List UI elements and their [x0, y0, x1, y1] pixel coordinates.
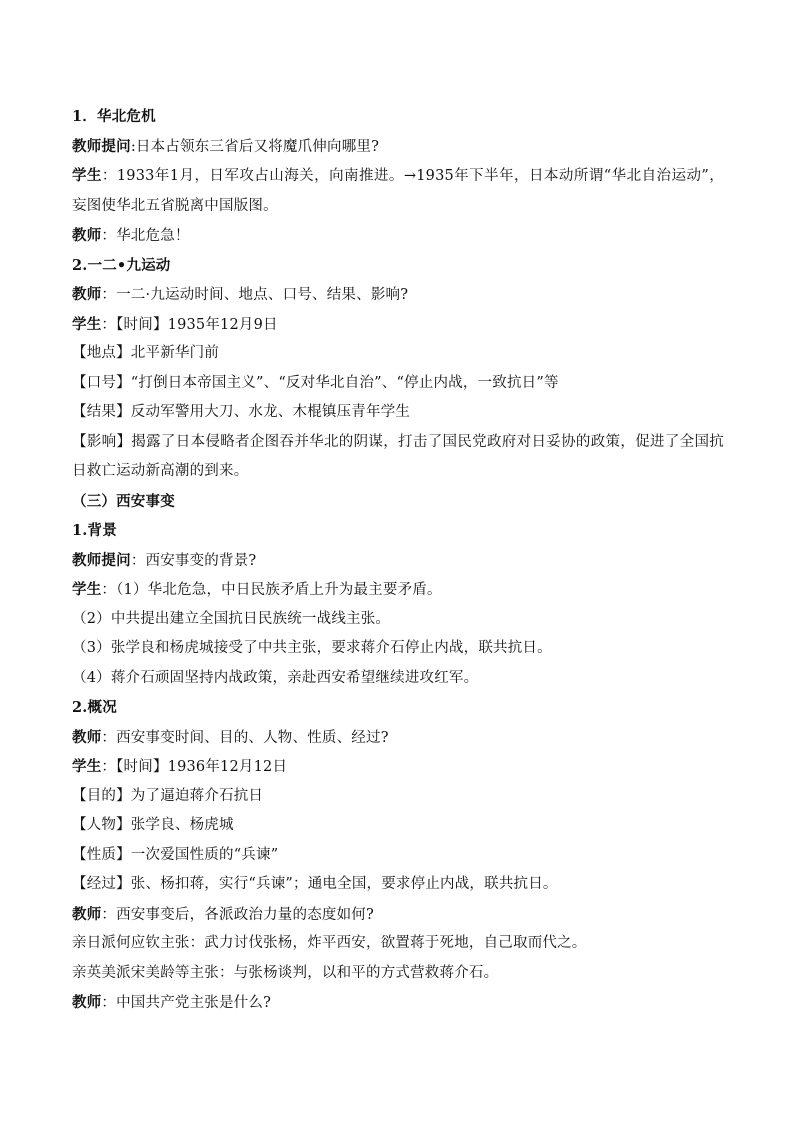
line-text: ：【时间】1935年12月9日	[101, 316, 278, 333]
text-line	[72, 870, 724, 900]
text-line	[72, 988, 724, 1018]
text-line	[72, 398, 724, 428]
speaker-label: 学生	[72, 167, 102, 184]
line-text: （2）中共提出建立全国抗日民族统一战线主张。	[72, 610, 391, 627]
heading-text: 1.背景	[72, 522, 117, 539]
text-line	[72, 752, 724, 782]
line-text: ：华北危急！	[101, 228, 190, 244]
line-text: 【影响】揭露了日本侵略者企图吞并华北的阴谋，打击了国民党政府对日妥协的政策，促进了全国抗日救亡运动新高潮的到来。	[72, 433, 724, 479]
text-line	[72, 900, 724, 930]
line-text: ：一二·九运动时间、地点、口号、结果、影响?	[101, 287, 409, 303]
section-heading	[72, 693, 724, 723]
speaker-label: 教师	[72, 286, 102, 303]
text-line	[72, 664, 724, 694]
text-line	[72, 782, 724, 812]
line-text: 【经过】张、杨扣蒋，实行“兵谏”；通电全国，要求停止内战，联共抗日。	[72, 876, 558, 892]
section-heading	[72, 516, 724, 546]
speaker-label: 学生	[72, 581, 102, 598]
text-line	[72, 841, 724, 871]
text-line	[72, 575, 724, 605]
line-text: 亲日派何应钦主张：武力讨伐张杨，炸平西安，欲置蒋于死地，自己取而代之。	[72, 935, 587, 951]
text-line	[72, 221, 724, 251]
heading-text: （三）西安事变	[72, 492, 175, 510]
text-line	[72, 811, 724, 841]
line-text: 【目的】为了逼迫蒋介石抗日	[72, 787, 264, 804]
text-line	[72, 929, 724, 959]
line-text: ：1933年1月，日军攻占山海关，向南推进。→1935年下半年，日本动所谓“华北自治运动”，妄图使华北五省脱离中国版图。	[72, 168, 724, 214]
line-text: 【结果】反动军警用大刀、水龙、木棍镇压青年学生	[72, 404, 411, 420]
line-text: 【地点】北平新华门前	[72, 345, 219, 361]
line-text: ：（1）华北危急，中日民族矛盾上升为最主要矛盾。	[101, 582, 442, 598]
line-text: ：【时间】1936年12月12日	[101, 759, 288, 775]
text-line	[72, 161, 724, 221]
line-text: ：西安事变后，各派政治力量的态度如何?	[101, 906, 374, 923]
speaker-label: 教师	[72, 227, 102, 244]
line-text: （4）蒋介石顽固坚持内战政策，亲赴西安希望继续进攻红军。	[72, 669, 479, 686]
line-text: ：中国共产党主张是什么?	[101, 995, 272, 1011]
text-line	[72, 310, 724, 340]
line-text: ：西安事变的背景?	[130, 552, 257, 569]
heading-text: 2.概况	[72, 699, 117, 716]
speaker-label: 学生	[72, 315, 102, 333]
line-text: 【性质】一次爱国性质的“兵谏”	[72, 846, 279, 863]
text-line	[72, 369, 724, 399]
heading-text: 1．华北危机	[72, 108, 156, 125]
speaker-label: 教师提问	[72, 551, 131, 569]
section-heading	[72, 102, 724, 132]
text-line	[72, 546, 724, 576]
speaker-label: 教师	[72, 994, 102, 1011]
line-text: :日本占领东三省后又将魔爪伸向哪里?	[130, 138, 380, 155]
speaker-label: 教师提问	[72, 137, 131, 155]
text-line	[72, 428, 724, 487]
speaker-label: 教师	[72, 728, 102, 746]
text-line	[72, 132, 724, 162]
speaker-label: 教师	[72, 905, 102, 923]
text-line	[72, 634, 724, 664]
line-text: ：西安事变时间、目的、人物、性质、经过?	[101, 729, 389, 746]
section-heading	[72, 251, 724, 281]
text-line	[72, 280, 724, 310]
line-text: 亲英美派宋美龄等主张：与张杨谈判，以和平的方式营救蒋介石。	[72, 964, 499, 981]
text-line	[72, 605, 724, 635]
document-body	[72, 102, 724, 1018]
heading-text: 2.一二•九运动	[72, 256, 171, 274]
line-text: 【口号】“打倒日本帝国主义”、“反对华北自治”、“停止内战，一致抗日”等	[72, 374, 559, 391]
speaker-label: 学生	[72, 758, 102, 775]
text-line	[72, 959, 724, 989]
line-text: 【人物】张学良、杨虎城	[72, 817, 234, 833]
text-line	[72, 723, 724, 753]
line-text: （3）张学良和杨虎城接受了中共主张，要求蒋介石停止内战，联共抗日。	[72, 640, 552, 656]
section-heading	[72, 487, 724, 517]
text-line	[72, 339, 724, 369]
